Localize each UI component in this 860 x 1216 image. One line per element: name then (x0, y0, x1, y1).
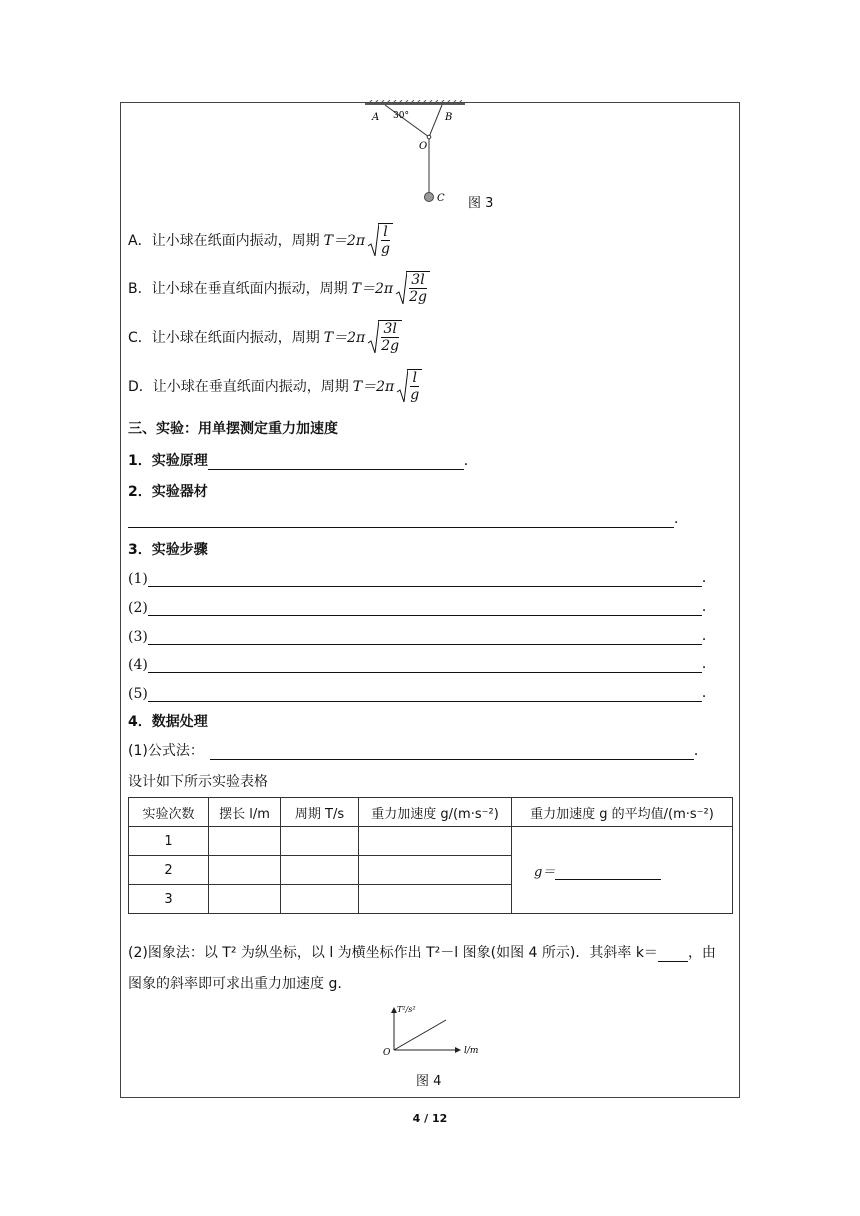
step-row-2 (128, 596, 716, 616)
formula-method-row (128, 740, 708, 760)
period: ． (701, 628, 716, 644)
equipment-blank[interactable] (128, 513, 674, 528)
average-blank[interactable] (555, 865, 661, 880)
table-cell[interactable] (209, 885, 281, 914)
period: ． (674, 511, 688, 527)
option-b-den: 2g (409, 289, 427, 305)
option-b-formula: T＝2π (351, 281, 394, 297)
step-row-1 (128, 567, 716, 587)
step-row-3 (128, 625, 716, 645)
option-d-den: g (410, 387, 420, 403)
step-blank-4[interactable] (148, 658, 702, 673)
equipment-row (128, 508, 688, 528)
table-cell[interactable] (209, 827, 281, 856)
graph-method-end: ，由 (687, 945, 716, 961)
period: ． (463, 453, 478, 469)
average-cell (512, 827, 733, 914)
option-c-num: 3l (383, 321, 397, 337)
knot-o (427, 135, 431, 139)
table-header: 重力加速度 g/(m·s⁻²) (359, 798, 512, 827)
step-label-1: (1) (128, 571, 148, 587)
string-bo (429, 105, 442, 137)
sqrt-icon (395, 270, 430, 306)
figure-3-pendulum (360, 100, 470, 210)
label-o: O (419, 141, 428, 152)
table-row (129, 827, 733, 856)
option-c-text: C．让小球在纸面内振动，周期 (128, 330, 320, 346)
data-table (128, 797, 733, 914)
option-d (128, 366, 422, 406)
average-label: g＝ (534, 864, 556, 880)
formula-method-blank[interactable] (210, 745, 694, 760)
option-a-formula: T＝2π (323, 233, 366, 249)
table-cell[interactable] (281, 856, 359, 885)
period: ． (701, 685, 716, 701)
option-b-num: 3l (411, 272, 425, 288)
label-b: B (445, 112, 453, 123)
step-blank-2[interactable] (148, 601, 702, 616)
table-cell[interactable] (359, 827, 512, 856)
trial-number: 1 (129, 827, 209, 856)
option-d-text: D．让小球在垂直纸面内振动，周期 (128, 379, 349, 395)
option-c (128, 317, 402, 357)
graph-method-text: (2)图象法：以 T² 为纵坐标，以 l 为横坐标作出 T²－l 图象(如图 4 所示)．其斜率 k＝ (128, 945, 658, 961)
period: ． (701, 570, 716, 586)
steps-title: 3．实验步骤 (128, 542, 208, 558)
step-label-2: (2) (128, 600, 148, 616)
figure-4-graph (378, 1000, 488, 1060)
option-a (128, 220, 393, 260)
step-label-4: (4) (128, 657, 148, 673)
ball-c (425, 193, 434, 202)
option-c-formula: T＝2π (323, 330, 366, 346)
option-a-den: g (381, 241, 390, 257)
step-row-5 (128, 682, 716, 702)
step-row-4 (128, 653, 716, 673)
step-blank-1[interactable] (148, 572, 702, 587)
step-label-5: (5) (128, 686, 148, 702)
table-header-row (129, 798, 733, 827)
equipment-label: 2．实验器材 (128, 484, 208, 500)
page-number: 4 / 12 (412, 1112, 448, 1125)
graph-method-line1 (128, 942, 716, 962)
table-cell[interactable] (209, 856, 281, 885)
option-d-formula: T＝2π (352, 379, 395, 395)
label-angle: 30° (393, 111, 409, 121)
option-d-num: l (412, 370, 417, 386)
table-header: 周期 T/s (281, 798, 359, 827)
label-c: C (437, 193, 445, 204)
table-cell[interactable] (281, 827, 359, 856)
option-b (128, 268, 430, 308)
table-intro: 设计如下所示实验表格 (128, 774, 268, 790)
slope-blank[interactable] (658, 947, 688, 962)
option-b-text: B．让小球在垂直纸面内振动，周期 (128, 281, 348, 297)
y-axis-label: T²/s² (397, 1005, 416, 1014)
graph-line (394, 1020, 446, 1050)
section-title: 三、实验：用单摆测定重力加速度 (128, 421, 338, 437)
figure-4-caption: 图 4 (416, 1074, 442, 1089)
table-header: 重力加速度 g 的平均值/(m·s⁻²) (512, 798, 733, 827)
sqrt-icon (367, 222, 393, 258)
table-cell[interactable] (359, 856, 512, 885)
graph-method-line2: 图象的斜率即可求出重力加速度 g. (128, 976, 342, 992)
step-blank-5[interactable] (148, 687, 702, 702)
period: ． (701, 656, 716, 672)
string-ao (385, 105, 429, 137)
step-label-3: (3) (128, 629, 148, 645)
principle-label: 1．实验原理 (128, 453, 208, 469)
table-cell[interactable] (359, 885, 512, 914)
principle-row (128, 450, 478, 470)
trial-number: 2 (129, 856, 209, 885)
option-a-num: l (383, 224, 388, 240)
x-axis-label: l/m (464, 1046, 479, 1056)
sqrt-icon (396, 368, 422, 404)
formula-method-label: (1)公式法： (128, 743, 204, 759)
origin-label: O (383, 1048, 391, 1058)
period: ． (701, 599, 716, 615)
label-a: A (372, 112, 380, 123)
sqrt-icon (367, 319, 402, 355)
table-header: 摆长 l/m (209, 798, 281, 827)
figure-3-caption: 图 3 (468, 196, 494, 211)
data-title: 4．数据处理 (128, 714, 208, 730)
option-c-den: 2g (381, 338, 400, 354)
principle-blank[interactable] (208, 455, 464, 470)
step-blank-3[interactable] (148, 630, 702, 645)
option-a-text: A．让小球在纸面内振动，周期 (128, 233, 320, 249)
ceiling-hatch (365, 100, 465, 104)
table-header: 实验次数 (129, 798, 209, 827)
period: ． (693, 743, 708, 759)
table-cell[interactable] (281, 885, 359, 914)
trial-number: 3 (129, 885, 209, 914)
